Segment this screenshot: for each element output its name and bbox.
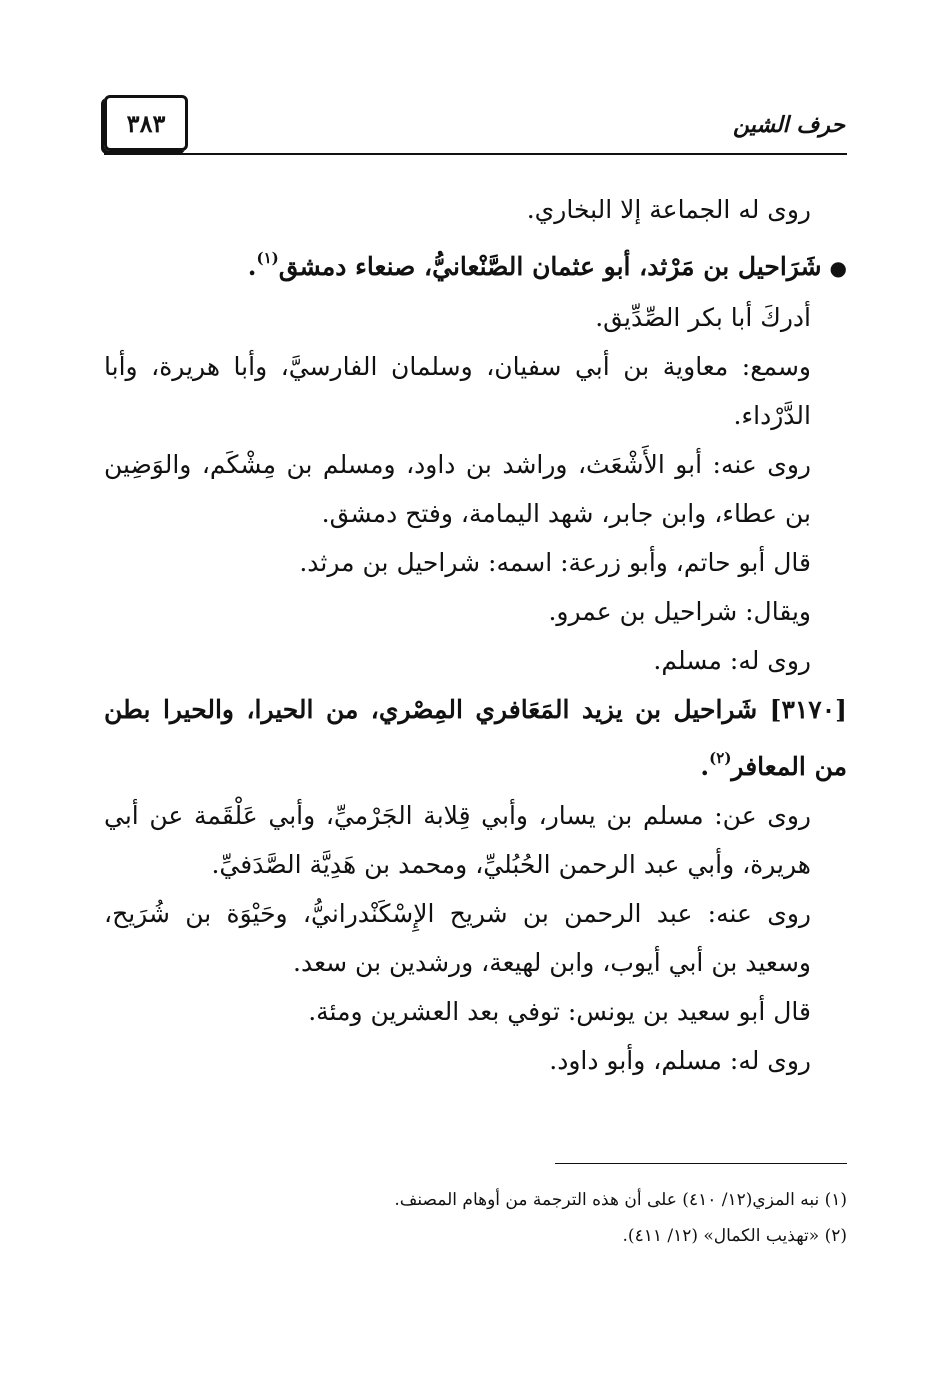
paragraph: روى له: مسلم، وأبو داود. (549, 1046, 811, 1075)
paragraph: روى عنه: أبو الأَشْعَث، وراشد بن داود، ومسلم بن مِشْكَم، والوَضِين بن عطاء، وابن جابر، شهد اليمامة، وفتح دمشق. (104, 450, 811, 528)
paragraph: قال أبو حاتم، وأبو زرعة: اسمه: شراحيل بن مرثد. (299, 548, 811, 577)
main-text (104, 185, 847, 1085)
paragraph: روى عن: مسلم بن يسار، وأبي قِلابة الجَرْميِّ، وأبي عَلْقَمة عن أبي هريرة، وأبي عبد الرحمن الحُبُليِّ، ومحمد بن هَدِيَّة الصَّدَفيِّ. (104, 801, 811, 879)
paragraph: وسمع: معاوية بن أبي سفيان، وسلمان الفارسيَّ، وأبا هريرة، وأبا الدَّرْداء. (104, 352, 811, 430)
entry-heading-2 (104, 685, 847, 791)
entry-heading-text: شَرَاحيل بن مَرْثد، أبو عثمان الصَّنْعانيُّ، صنعاء دمشق (278, 252, 822, 281)
heading-end: . (700, 752, 710, 781)
bullet-icon: ● (829, 256, 847, 280)
heading-end: . (247, 252, 257, 281)
footnote: (٢) «تهذيب الكمال» (١٢/ ٤١١). (622, 1226, 847, 1246)
paragraph: روى له: مسلم. (653, 646, 811, 675)
paragraph: قال أبو سعيد بن يونس: توفي بعد العشرين ومئة. (308, 997, 811, 1026)
footnote-marker: (١) (256, 249, 279, 267)
chapter-title: حرف الشين (732, 112, 845, 138)
footnotes (104, 1182, 847, 1254)
paragraph: ويقال: شراحيل بن عمرو. (548, 597, 811, 626)
page-number: ٣٨٣ (126, 108, 166, 138)
footnote-marker: (٢) (709, 749, 732, 767)
paragraph: روى عنه: عبد الرحمن بن شريح الإِسْكَنْدرانيُّ، وحَيْوَة بن شُرَيح، وسعيد بن أبي أيوب، وابن لهيعة، ورشدين بن سعد. (104, 899, 811, 977)
entry-heading-text: [٣١٧٠] شَراحيل بن يزيد المَعَافري المِصْري، من الحيرا، والحيرا بطن من المعافر (104, 695, 847, 781)
paragraph: روى له الجماعة إلا البخاري. (526, 195, 811, 224)
footnote: (١) نبه المزي(١٢/ ٤١٠) على أن هذه الترجمة من أوهام المصنف. (394, 1190, 847, 1210)
paragraph: أدركَ أبا بكر الصِّدِّيق. (595, 303, 811, 332)
header-rule (104, 153, 847, 155)
entry-heading-1 (104, 234, 847, 293)
page-number-box (104, 95, 188, 151)
footnote-rule (555, 1163, 847, 1164)
